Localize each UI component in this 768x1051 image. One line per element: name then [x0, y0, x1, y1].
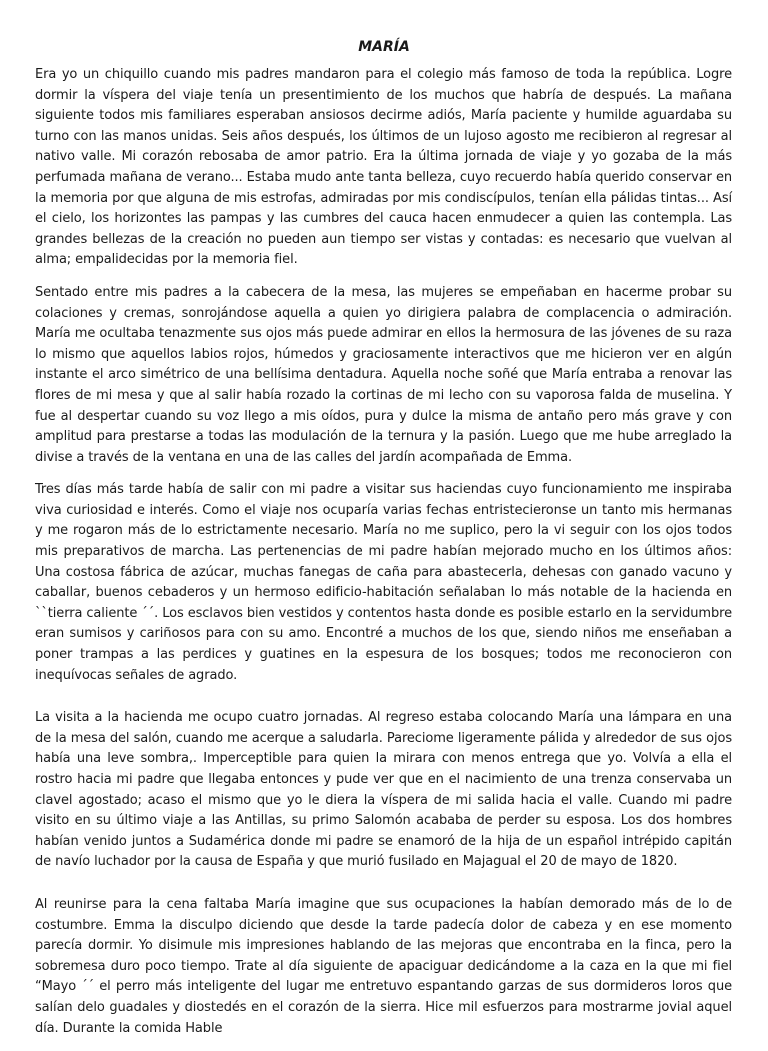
document-body [35, 65, 732, 1051]
paragraph: Al reunirse para la cena faltaba María imagine que sus ocupaciones la habían demorado más de lo de costumbre. Emma la disculpo diciendo que desde la tarde padecía dolor de cabeza y en ese momento parecía dormir. Yo disimule mis impresiones hablando de las mejoras que encontraba en la finca, pero la sobremesa duro poco tiempo. Trate al día siguiente de apaciguar dedicándome a la caza en la que mi fiel “Mayo ´´ el perro más inteligente del lugar me entretuvo espantando garzas de sus dormideros loros que salían delo guadales y diostedés en el corazón de la sierra. Hice mil esfuerzos para mostrarme jovial aquel día. Durante la comida Hable [35, 896, 732, 1036]
paragraph: Tres días más tarde había de salir con mi padre a visitar sus haciendas cuyo funcionamiento me inspiraba viva curiosidad e interés. Como el viaje nos ocuparía varias fechas entristecieronse un tanto mis hermanas y me rogaron más de lo estrictamente necesario. María no me suplico, pero la vi seguir con los ojos todos mis preparativos de marcha. Las pertenencias de mi padre habían mejorado mucho en los últimos años: Una costosa fábrica de azúcar, muchas fanegas de caña para abastecerla, dehesas con ganado vacuno y caballar, buenos cebaderos y un hermoso edificio-habitación señalaban lo más notable de la hacienda en ``tierra caliente ´´. Los esclavos bien vestidos y contentos hasta donde es posible estarlo en la servidumbre eran sumisos y cariñosos para con su amo. Encontré a muchos de los que, siendo niños me enseñaban a poner trampas a las perdices y guatines en la espesura de los bosques; todos me reconocieron con inequívocas señales de agrado. [35, 482, 732, 683]
paragraph: Era yo un chiquillo cuando mis padres mandaron para el colegio más famoso de toda la república. Logre dormir la víspera del viaje tenía un presentimiento de los muchos que habría de después. La mañana siguiente todos mis familiares esperaban ansiosos decirme adiós, María paciente y humilde aguardaba su turno con las manos unidas. Seis años después, los últimos de un lujoso agosto me recibieron al regresar al nativo valle. Mi corazón rebosaba de amor patrio. Era la última jornada de viaje y yo gozaba de la más perfumada mañana de verano... Estaba mudo ante tanta belleza, cuyo recuerdo había querido conservar en la memoria por que alguna de mis estrofas, admiradas por mis condiscípulos, tenían ella pálidas tintas... Así el cielo, los horizontes las pampas y las cumbres del cauca hacen enmudecer a quien las contempla. Las grandes bellezas de la creación no pueden aun tiempo ser vistas y contadas: es necesario que vuelvan al alma; empalidecidas por la memoria fiel. [35, 67, 732, 268]
document-title: MARÍA [358, 39, 410, 55]
paragraph: La visita a la hacienda me ocupo cuatro jornadas. Al regreso estaba colocando María una lámpara en una de la mesa del salón, cuando me acerque a saludarla. Pareciome ligeramente pálida y alrededor de sus ojos había una leve sombra,. Imperceptible para quien la mirara con menos entrega que yo. Volvía a ella el rostro hacia mi padre que llegaba entonces y pude ver que en el nacimiento de una trenza conservaba un clavel agostado; acaso el mismo que yo le diera la víspera de mi salida hacia el valle. Cuando mi padre visito en su último viaje a las Antillas, su primo Salomón acababa de perder su esposa. Los dos hombres habían venido juntos a Sudamérica donde mi padre se enamoró de la hija de un español intrépido capitán de navío luchador por la causa de España y que murió fusilado en Majagual el 20 de mayo de 1820. [35, 710, 732, 870]
paragraph: Sentado entre mis padres a la cabecera de la mesa, las mujeres se empeñaban en hacerme probar su colaciones y cremas, sonrojándose aquella a quien yo dirigiera palabra de complacencia o admiración. María me ocultaba tenazmente sus ojos más puede admirar en ellos la hermosura de las jóvenes de su raza lo mismo que aquellos labios rojos, húmedos y graciosamente interactivos que me hicieron ver en algún instante el arco simétrico de una bellísima dentadura. Aquella noche soñé que María entraba a renovar las flores de mi mesa y que al salir había rozado la cortinas de mi lecho con su vaporosa falda de muselina. Y fue al despertar cuando su voz llego a mis oídos, pura y dulce la misma de antaño pero más grave y con amplitud para prestarse a todas las modulación de la ternura y la pasión. Luego que me hube arreglado la divise a través de la ventana en una de las calles del jardín acompañada de Emma. [35, 284, 732, 465]
